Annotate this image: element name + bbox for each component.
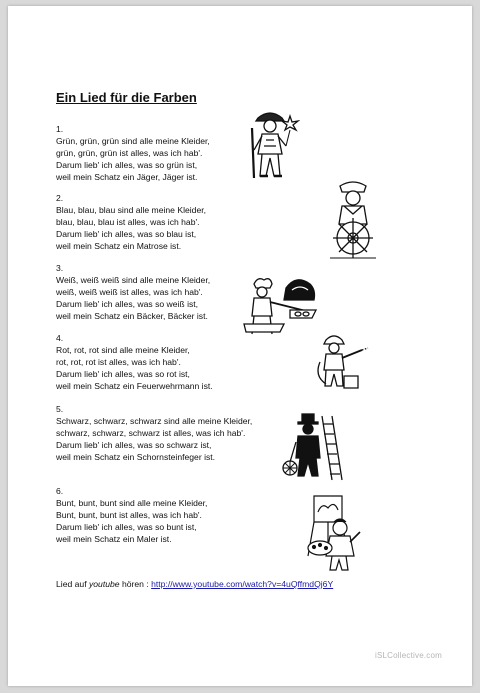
youtube-link[interactable]: http://www.youtube.com/watch?v=4uQffmdQj6Y (151, 579, 334, 589)
verse-4 (56, 332, 213, 392)
verse-line: Darum lieb' ich alles, was so blau ist, (56, 229, 197, 239)
verse-line: Bunt, bunt, bunt sind alle meine Kleider, (56, 498, 208, 508)
verse-line: grün, grün, grün ist alles, was ich hab'. (56, 148, 203, 158)
verse-line: weil mein Schatz ein Schornsteinfeger ist. (56, 452, 216, 462)
link-suffix: hören : (119, 579, 152, 589)
verse-line: Darum lieb' ich alles, was so grün ist, (56, 160, 198, 170)
firefighter-icon (314, 332, 370, 392)
verse-5 (56, 403, 252, 463)
verse-line: weil mein Schatz ein Maler ist. (56, 534, 172, 544)
painter-icon (300, 492, 366, 574)
verse-line: weil mein Schatz ein Bäcker, Bäcker ist. (56, 311, 208, 321)
verse-line: Blau, blau, blau sind alle meine Kleider, (56, 205, 207, 215)
verse-line: Schwarz, schwarz, schwarz sind alle meine Kleider, (56, 416, 253, 426)
verse-number: 3. (56, 263, 64, 273)
verse-2 (56, 192, 206, 252)
sailor-icon (322, 178, 384, 264)
verse-number: 1. (56, 124, 64, 134)
youtube-link-line (56, 579, 333, 589)
baker-icon (240, 274, 322, 338)
verse-line: Darum lieb' ich alles, was so weiß ist, (56, 299, 199, 309)
page-title: Ein Lied für die Farben (56, 90, 197, 105)
verse-line: blau, blau, blau ist alles, was ich hab'. (56, 217, 200, 227)
verse-line: Rot, rot, rot sind alle meine Kleider, (56, 345, 190, 355)
verse-number: 5. (56, 404, 64, 414)
verse-line: weil mein Schatz ein Jäger, Jäger ist. (56, 172, 198, 182)
verse-1 (56, 123, 210, 183)
verse-line: Darum lieb' ich alles, was so bunt ist, (56, 522, 197, 532)
chimney-sweep-icon (278, 412, 344, 484)
verse-number: 4. (56, 333, 64, 343)
verse-line: rot, rot, rot ist alles, was ich hab'. (56, 357, 181, 367)
link-platform: youtube (88, 579, 120, 589)
verse-3 (56, 262, 210, 322)
verse-line: Darum lieb' ich alles, was so rot ist, (56, 369, 190, 379)
verse-line: Grün, grün, grün sind alle meine Kleider, (56, 136, 210, 146)
worksheet-page (8, 6, 472, 686)
verse-line: weil mein Schatz ein Feuerwehrmann ist. (56, 381, 213, 391)
watermark: iSLCollective.com (375, 651, 442, 660)
verse-line: weil mein Schatz ein Matrose ist. (56, 241, 182, 251)
hunter-icon (240, 104, 300, 184)
verse-line: weiß, weiß weiß ist alles, was ich hab'. (56, 287, 203, 297)
verse-line: Weiß, weiß weiß sind alle meine Kleider, (56, 275, 211, 285)
verse-line: schwarz, schwarz, schwarz ist alles, was ich hab'. (56, 428, 246, 438)
verse-number: 2. (56, 193, 64, 203)
verse-number: 6. (56, 486, 64, 496)
verse-line: Darum lieb' ich alles, was so schwarz ist, (56, 440, 212, 450)
link-prefix: Lied auf (56, 579, 89, 589)
verse-line: Bunt, bunt, bunt ist alles, was ich hab'. (56, 510, 202, 520)
verse-6 (56, 485, 207, 545)
